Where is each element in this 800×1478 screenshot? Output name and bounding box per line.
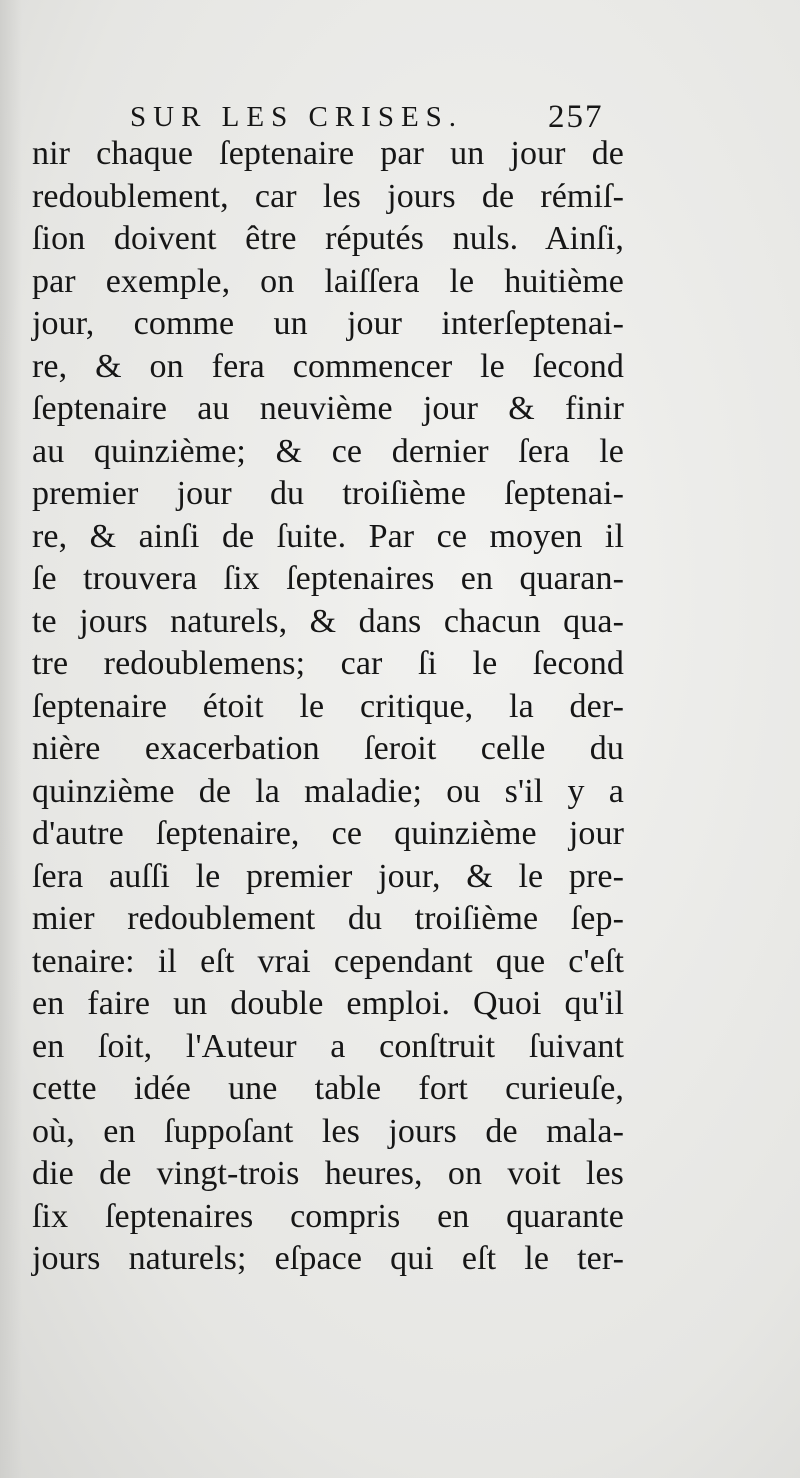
text-line: jours naturels; eſpace qui eſt le ter- (32, 1240, 624, 1277)
text-line: cette idée une table fort curieuſe, (32, 1070, 624, 1107)
text-line: ſion doivent être réputés nuls. Ainſi, (32, 220, 624, 257)
running-head-title: SUR LES CRISES. (130, 101, 464, 133)
text-line: re, & on fera commencer le ſecond (32, 347, 624, 385)
text-line: redoublement, car les jours de rémiſ- (32, 177, 624, 215)
text-line: quinzième de la maladie; ou s'il y a (32, 772, 624, 810)
text-line: jour, comme un jour interſeptenai- (32, 305, 624, 342)
text-line: nir chaque ſeptenaire par un jour de (32, 135, 624, 172)
text-line: re, & ainſi de ſuite. Par ce moyen il (32, 517, 624, 555)
text-line: ſeptenaire au neuvième jour & finir (32, 390, 624, 427)
text-line: ſix ſeptenaires compris en quarante (32, 1197, 624, 1235)
text-line: d'autre ſeptenaire, ce quinzième jour (32, 815, 624, 852)
text-line: mier redoublement du troiſième ſep- (32, 900, 624, 937)
text-line: par exemple, on laiſſera le huitième (32, 262, 624, 300)
text-line: en ſoit, l'Auteur a conſtruit ſuivant (32, 1027, 624, 1065)
body-text (32, 133, 624, 1281)
text-line: tenaire: il eſt vrai cependant que c'eſt (32, 942, 624, 980)
text-line: nière exacerbation ſeroit celle du (32, 730, 624, 767)
text-line: où, en ſuppoſant les jours de mala- (32, 1112, 624, 1150)
page-gutter-shadow (0, 0, 22, 1478)
text-line: te jours naturels, & dans chacun qua- (32, 602, 624, 640)
text-line: die de vingt-trois heures, on voit les (32, 1155, 624, 1192)
text-line: ſera auſſi le premier jour, & le pre- (32, 857, 624, 895)
text-line: tre redoublemens; car ſi le ſecond (32, 645, 624, 682)
page-number: 257 (548, 99, 604, 135)
text-line: ſeptenaire étoit le critique, la der- (32, 687, 624, 725)
text-line: premier jour du troiſième ſeptenai- (32, 475, 624, 512)
text-line: ſe trouvera ſix ſeptenaires en quaran- (32, 560, 624, 597)
text-line: au quinzième; & ce dernier ſera le (32, 432, 624, 470)
text-line: en faire un double emploi. Quoi qu'il (32, 985, 624, 1022)
